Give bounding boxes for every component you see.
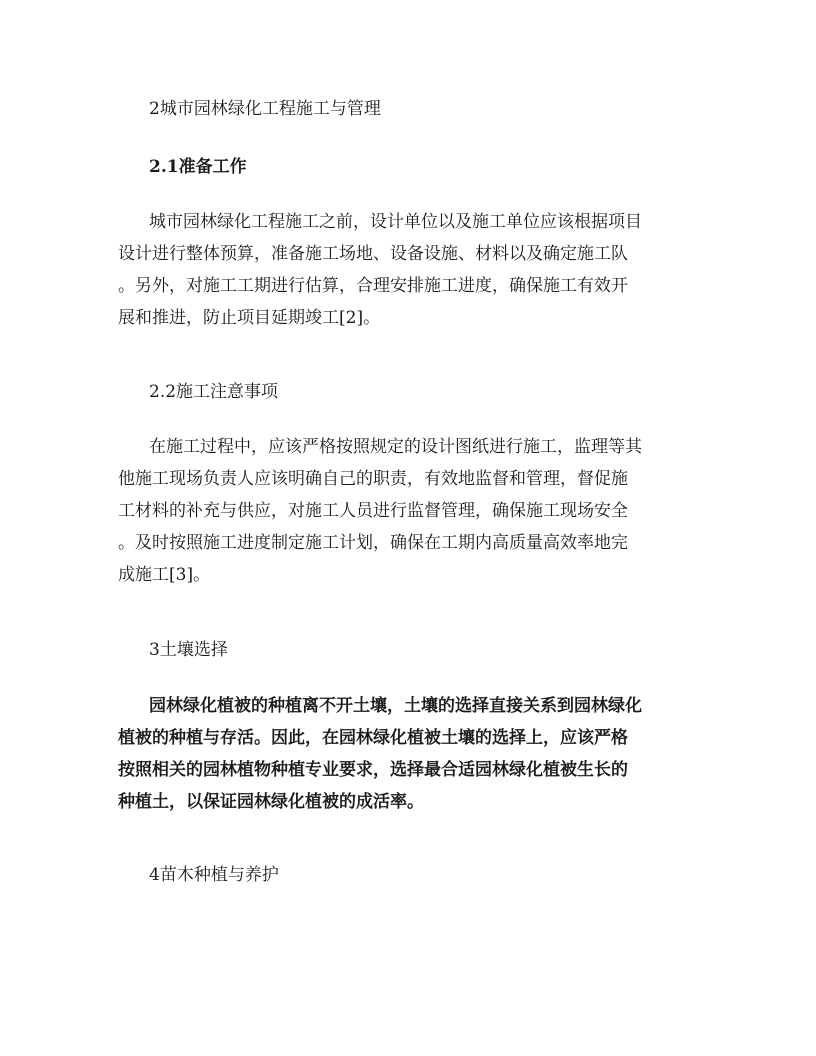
paragraph-line: 他施工现场负责人应该明确自己的职责，有效地监督和管理，督促施 <box>118 469 628 489</box>
paragraph-line: 按照相关的园林植物种植专业要求，选择最合适园林绿化植被生长的 <box>118 760 628 780</box>
section-2-1-paragraph <box>118 206 698 334</box>
paragraph-line: 。另外，对施工工期进行估算，合理安排施工进度，确保施工有效开 <box>118 276 628 296</box>
paragraph-line: 设计进行整体预算，准备施工场地、设备设施、材料以及确定施工队 <box>118 244 628 264</box>
paragraph-line: 工材料的补充与供应，对施工人员进行监督管理，确保施工现场安全 <box>118 501 628 521</box>
paragraph-line: 城市园林绿化工程施工之前，设计单位以及施工单位应该根据项目 <box>149 212 642 232</box>
paragraph-line: 植被的种植与存活。因此，在园林绿化植被土壤的选择上，应该严格 <box>118 728 628 748</box>
paragraph-line: 展和推进，防止项目延期竣工[2]。 <box>118 308 381 328</box>
section-2-heading: 2城市园林绿化工程施工与管理 <box>149 99 381 119</box>
paragraph-line: 种植土，以保证园林绿化植被的成活率。 <box>118 792 424 812</box>
section-2-2-heading: 2.2施工注意事项 <box>149 382 279 402</box>
paragraph-line: 在施工过程中，应该严格按照规定的设计图纸进行施工，监理等其 <box>149 437 642 457</box>
section-4-heading: 4苗木种植与养护 <box>149 865 279 885</box>
paragraph-line: 。及时按照施工进度制定施工计划，确保在工期内高质量高效率地完 <box>118 533 628 553</box>
section-3-heading: 3土壤选择 <box>149 640 228 660</box>
section-2-2-paragraph <box>118 431 698 591</box>
paragraph-line: 成施工[3]。 <box>118 565 211 585</box>
section-3-paragraph <box>118 690 698 818</box>
section-2-1-heading: 2.1准备工作 <box>149 157 247 177</box>
paragraph-line: 园林绿化植被的种植离不开土壤，土壤的选择直接关系到园林绿化 <box>149 696 642 716</box>
